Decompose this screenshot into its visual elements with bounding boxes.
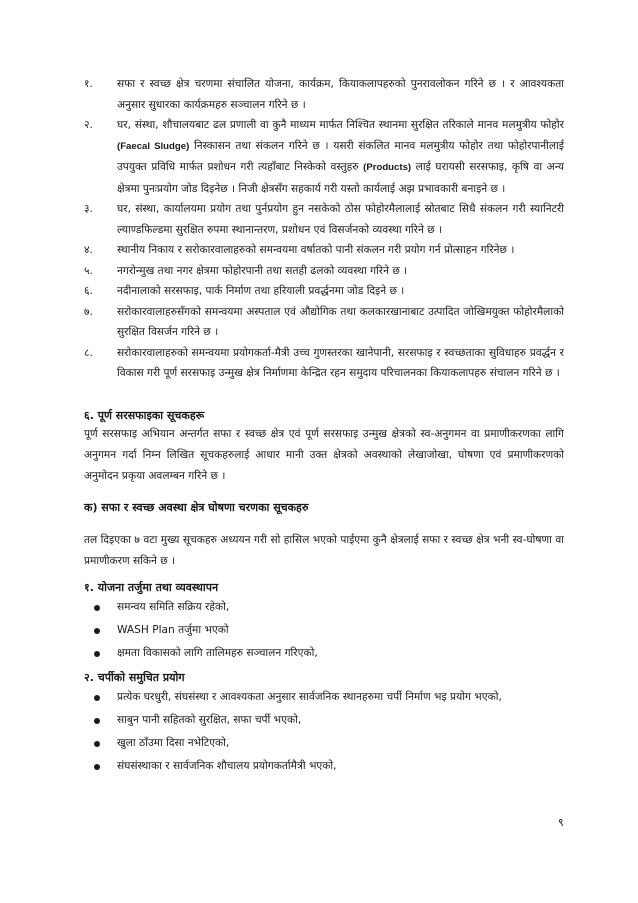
list-item-text: स्थानीय निकाय र सरोकारवालाहरुको समन्वयमा वर्षातको पानी संकलन गरी प्रयोग गर्न प्रोत्साहन गरिनेछ । xyxy=(117,244,515,256)
bullet-item xyxy=(84,596,564,619)
subsection-paragraph: तल दिइएका ७ वटा मुख्य सूचकहरु अध्ययन गरी सो हासिल भएको पाईएमा कुनै क्षेत्रलाई सफा र स्वच्छ क्षेत्र भनी स्व-घोषणा वा प्रमाणीकरण सकिने छ । xyxy=(84,534,564,567)
page-number: ९ xyxy=(558,816,564,829)
list-marker: २. xyxy=(84,119,93,131)
bullet-dot xyxy=(94,741,100,747)
section-heading: ६. पूर्ण सरसफाइका सूचकहरू xyxy=(84,409,205,422)
numbered-list xyxy=(84,74,564,384)
bullet-dot xyxy=(94,628,100,634)
bullet-item xyxy=(84,732,564,755)
list-item-text: सरोकारवालाहरुको समन्वयमा प्रयोगकर्ता-मैत्री उच्च गुणस्तरका खानेपानी, सरसफाइ र स्वच्छताका सुविधाहरु प्रवर्द्धन र विकास गरी पूर्ण सरसफाइ उन्मुख क्षेत्र निर्माणमा केन्द्रित रहन समुदाय परिचालनका कियाकलापहरु संचालन गरिने छ । xyxy=(117,346,564,379)
bullet-item xyxy=(84,686,564,709)
list-item-text: सरोकारवालाहरुसँगको समन्वयमा अस्पताल एवं औद्योगिक तथा कलकारखानाबाट उत्पादित जोखिमयुक्त फोहोरमैलाको सुरक्षित विसर्जन गरिने छ । xyxy=(117,305,564,338)
section-paragraph: पूर्ण सरसफाइ अभियान अन्तर्गत सफा र स्वच्छ क्षेत्र एवं पूर्ण सरसफाइ उन्मुख क्षेत्रको स्व-अनुगमन वा प्रमाणीकरणका लागि अनुगमन गर्दा निम्न लिखित सूचकहरुलाई आधार मानी उक्त क्षेत्रको अवस्थाको लेखाजोखा, घोषणा एवं प्रमाणीकरणको अनुमोदन प्रकृया अवलम्बन गरिने छ । xyxy=(84,428,564,482)
list-item xyxy=(84,115,564,199)
bullet-list xyxy=(84,596,564,665)
english-term: (Faecal Sludge) xyxy=(117,140,190,152)
list-item-text: घर, संस्था, कार्यालयमा प्रयोग तथा पुर्नप्रयोग हुन नसकेको ठोस फोहोरमैलालाई स्रोतबाट सिधै संकलन गरी स्यानिटरी ल्याण्डफिल्डमा सुरक्षित रुपमा स्थानान्तरण, प्रशोधन एवं विसर्जनको व्यवस्था गरिने छ । xyxy=(117,203,564,236)
list-item-text: नगरोन्मुख तथा नगर क्षेत्रमा फोहोरपानी तथा सतही ढलको व्यवस्था गरिने छ । xyxy=(117,264,408,277)
list-item-text: नदीनालाको सरसफाइ, पार्क निर्माण तथा हरियाली प्रवर्द्धनमा जोड दिइने छ । xyxy=(117,285,405,297)
bullet-dot xyxy=(94,695,100,701)
bullet-text: WASH Plan तर्जुमा भएको xyxy=(117,624,229,636)
list-item-text: निस्कासन तथा संकलन गरिने छ । यसरी संकलित मानव मलमुत्रीय फोहोर तथा फोहोरपानीलाई उपयुक्त प्रविधि मार्फत प्रशोधन गरी त्यहाँबाट निस्केको वस्तुहरु xyxy=(117,139,565,173)
bullet-item xyxy=(84,755,564,778)
english-term: (Products) xyxy=(363,162,412,173)
bullet-item xyxy=(84,619,564,642)
list-item xyxy=(84,261,564,282)
bullet-text: संघसंस्थाका र सार्वजनिक शौचालय प्रयोगकर्तामैत्री भएको, xyxy=(117,760,337,772)
bullet-text: प्रत्येक घरधुरी, संघसंस्था र आवश्यकता अनुसार सार्वजनिक स्थानहरुमा चर्पी निर्माण भइ प्रयोग भएको, xyxy=(117,691,502,703)
list-item xyxy=(84,199,564,240)
bullet-dot xyxy=(94,605,100,611)
bullet-dot xyxy=(94,718,100,724)
bullet-list xyxy=(84,686,564,778)
list-item xyxy=(84,302,564,343)
indicator-heading: १. योजना तर्जुमा तथा व्यवस्थापन xyxy=(84,581,219,594)
list-marker: ७. xyxy=(84,305,93,318)
bullet-text: क्षमता विकासको लागि तालिमहरु सञ्चालन गरिएको, xyxy=(117,647,318,659)
list-item-text: घर, संस्था, शौचालयबाट ढल प्रणाली वा कुनै माध्यम मार्फत निश्चित स्थानमा सुरक्षित तरिकाले मानव मलमुत्रीय फोहोर xyxy=(117,119,564,131)
bullet-text: खुला ठाँउमा दिसा नभेटिएको, xyxy=(117,737,230,749)
bullet-dot xyxy=(94,764,100,770)
list-marker: १. xyxy=(84,78,93,90)
subsection-heading: क) सफा र स्वच्छ अवस्था क्षेत्र घोषणा चरणका सूचकहरु xyxy=(84,501,309,514)
list-marker: ३. xyxy=(84,203,93,215)
list-marker: ६. xyxy=(84,285,93,297)
bullet-text: समन्वय समिति सक्रिय रहेको, xyxy=(117,601,230,613)
bullet-dot xyxy=(94,651,100,657)
list-item xyxy=(84,74,564,115)
list-item xyxy=(84,240,564,261)
list-marker: ४. xyxy=(84,244,93,256)
bullet-text: साबुन पानी सहितको सुरक्षित, सफा चर्पी भएको, xyxy=(117,714,302,726)
list-item-text: सफा र स्वच्छ क्षेत्र चरणमा संचालित योजना, कार्यक्रम, कियाकलापहरुको पुनरावलोकन गरिने छ । र आवश्यकता अनुसार सुधारका कार्यक्रमहरु सञ्चालन गरिने छ । xyxy=(117,78,564,111)
bullet-item xyxy=(84,709,564,732)
list-marker: ८. xyxy=(84,346,93,359)
list-marker: ५. xyxy=(84,264,93,277)
bullet-item xyxy=(84,642,564,665)
list-item-text: लाई घरायसी सरसफाइ, कृषि वा अन्य क्षेत्रमा पुनःप्रयोग जोड दिइनेछ । निजी क्षेत्रसँग सहकार्य गरी यस्तो कार्यलाई अझ प्रभावकारी बनाइने छ । xyxy=(117,161,564,195)
list-item xyxy=(84,281,564,302)
list-item xyxy=(84,343,564,384)
indicator-heading: २. चर्पीको समुचित प्रयोग xyxy=(84,671,185,684)
